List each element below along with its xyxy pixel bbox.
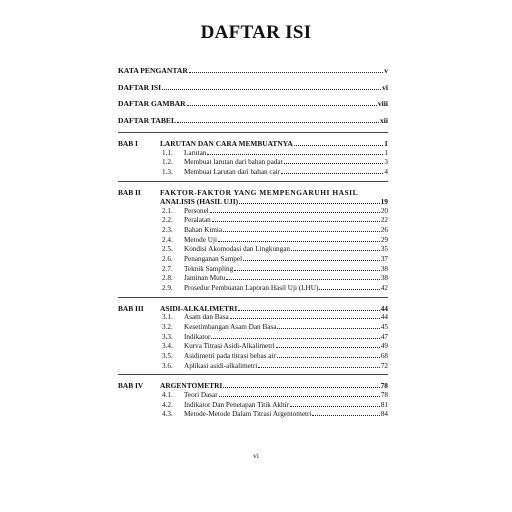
chapter-title[interactable] xyxy=(160,304,388,314)
section-page: 81 xyxy=(380,400,388,409)
section-label: Peralatan xyxy=(184,216,211,225)
section-entry[interactable] xyxy=(160,168,388,178)
toc-entry[interactable] xyxy=(118,83,388,93)
section-label: Membuat Larutan dari bahan cair xyxy=(184,167,281,176)
section-entry[interactable] xyxy=(160,274,388,284)
chapter-entry xyxy=(118,188,388,294)
section-page: 68 xyxy=(380,352,388,360)
section-label: Larutan xyxy=(184,148,207,157)
dot-leader xyxy=(187,105,377,106)
dot-leader xyxy=(226,279,379,280)
section-label: Kurva Titrasi Asidi-Alkalimetri xyxy=(184,342,275,351)
section-number: 3.6. xyxy=(162,361,173,370)
section-page: 1 xyxy=(384,148,388,157)
section-label: Personel xyxy=(184,206,209,215)
toc-entry[interactable] xyxy=(118,116,388,126)
section-page: 47 xyxy=(380,332,388,341)
section-number: 3.4. xyxy=(162,342,173,351)
dot-leader xyxy=(207,154,383,155)
section-page: 26 xyxy=(380,225,388,234)
section-page: 84 xyxy=(380,410,388,419)
section-number: 1.2. xyxy=(162,158,173,167)
chapter-title[interactable] xyxy=(160,139,388,149)
section-number: 2.6. xyxy=(162,255,173,263)
section-page: 20 xyxy=(380,206,388,215)
section-label: Teknik Sampling xyxy=(184,264,234,273)
dot-leader xyxy=(243,260,380,261)
dot-leader xyxy=(312,415,379,416)
dot-leader xyxy=(219,396,380,397)
section-entry[interactable] xyxy=(160,216,388,226)
section-page: 37 xyxy=(380,255,388,263)
dot-leader xyxy=(238,310,379,311)
section-number: 2.8. xyxy=(162,274,173,283)
toc-entry-label: DAFTAR GAMBAR xyxy=(118,99,186,108)
section-label: Penanganan Sampel xyxy=(184,255,243,263)
page-title: DAFTAR ISI xyxy=(200,22,312,43)
chapter-page: 1 xyxy=(384,139,388,148)
section-page: 78 xyxy=(380,390,388,399)
dot-leader xyxy=(177,122,379,123)
dot-leader xyxy=(210,212,380,213)
dot-leader xyxy=(234,270,380,271)
divider xyxy=(118,374,388,375)
section-entry[interactable] xyxy=(160,323,388,333)
section-page: 45 xyxy=(380,322,388,331)
section-entry[interactable] xyxy=(160,342,388,352)
toc-entry-page: vi xyxy=(382,82,388,92)
toc-entry-page: xii xyxy=(379,115,388,125)
section-label: Indikator xyxy=(184,332,211,341)
chapter-title[interactable] xyxy=(160,381,388,391)
section-entry[interactable] xyxy=(160,401,388,411)
toc-entry-page: v xyxy=(384,66,388,75)
section-label: Teori Dasar xyxy=(184,390,218,399)
chapter-entry xyxy=(118,139,388,178)
section-label: Indikator Dan Penetapan Titik Akhir xyxy=(184,400,290,409)
section-entry[interactable] xyxy=(160,149,388,159)
section-number: 2.1. xyxy=(162,206,173,215)
section-page: 49 xyxy=(380,342,388,351)
section-number: 1.3. xyxy=(162,167,173,176)
dot-leader xyxy=(189,72,383,73)
section-label: Asidimetri pada titrasi bebas air xyxy=(184,352,276,360)
chapter-title-label: LARUTAN DAN CARA MEMBUATNYA xyxy=(160,139,293,148)
divider xyxy=(118,181,388,182)
section-label: Kesetimbangan Asam Dan Basa xyxy=(184,322,277,331)
chapter-list xyxy=(118,139,388,420)
section-number: 3.1. xyxy=(162,313,173,322)
section-label: Membuat larutan dari bahan padat xyxy=(184,158,283,167)
section-number: 2.2. xyxy=(162,216,173,225)
section-page: 4 xyxy=(384,167,388,176)
section-entry[interactable] xyxy=(160,362,388,372)
section-number: 4.3. xyxy=(162,410,173,419)
section-entry[interactable] xyxy=(160,236,388,246)
chapter-page: 19 xyxy=(380,197,388,207)
dot-leader xyxy=(284,163,384,164)
section-number: 3.3. xyxy=(162,332,173,341)
section-page: 22 xyxy=(380,216,388,225)
section-label: Asam dan Basa xyxy=(184,313,229,322)
section-label: Jaminan Mutu xyxy=(184,274,226,283)
section-entry[interactable] xyxy=(160,410,388,420)
dot-leader xyxy=(290,406,380,407)
chapter-title-label: ANALISIS (HASIL UJI) xyxy=(160,197,239,207)
section-page: 35 xyxy=(380,245,388,254)
section-entry[interactable] xyxy=(160,352,388,362)
chapter-entry xyxy=(118,304,388,372)
toc-entry[interactable] xyxy=(118,99,388,109)
section-page: 38 xyxy=(380,264,388,273)
toc-entry-label: DAFTAR TABEL xyxy=(118,115,177,125)
dot-leader xyxy=(291,250,380,251)
section-number: 4.1. xyxy=(162,390,173,399)
front-matter-list xyxy=(118,66,388,126)
dot-leader xyxy=(218,241,380,242)
dot-leader xyxy=(211,338,379,339)
section-number: 2.9. xyxy=(162,284,173,293)
section-label: Bahan Kimia xyxy=(184,225,223,234)
section-page: 29 xyxy=(380,235,388,244)
section-entry[interactable] xyxy=(160,265,388,275)
chapter-number: BAB IV xyxy=(118,381,144,391)
section-label: Prosedur Pembuatan Laporan Hasil Uji (LHU) xyxy=(184,284,319,293)
section-entry[interactable] xyxy=(160,226,388,236)
section-number: 3.2. xyxy=(162,322,173,331)
section-page: 72 xyxy=(380,361,388,370)
section-entry[interactable] xyxy=(160,313,388,323)
chapter-entry xyxy=(118,381,388,420)
chapter-title-label: ARGENTOMETRI xyxy=(160,381,223,391)
chapter-number: BAB II xyxy=(118,187,141,197)
section-label: Metode Uji xyxy=(184,235,217,244)
dot-leader xyxy=(276,347,380,348)
section-number: 2.4. xyxy=(162,235,173,244)
chapter-title[interactable] xyxy=(160,197,388,207)
section-page: 38 xyxy=(380,274,388,283)
chapter-number: BAB I xyxy=(118,139,138,148)
section-number: 2.3. xyxy=(162,225,173,234)
table-of-contents xyxy=(118,66,388,420)
dot-leader xyxy=(258,367,380,368)
section-number: 3.5. xyxy=(162,352,173,360)
section-number: 2.7. xyxy=(162,264,173,273)
chapter-body xyxy=(160,139,388,178)
chapter-body xyxy=(160,381,388,420)
dot-leader xyxy=(230,318,380,319)
chapter-title-label: ASIDI-ALKALIMETRI xyxy=(160,303,238,313)
chapter-body xyxy=(160,304,388,372)
dot-leader xyxy=(277,328,379,329)
section-number: 2.5. xyxy=(162,245,173,254)
dot-leader xyxy=(281,173,383,174)
chapter-number: BAB III xyxy=(118,303,144,313)
dot-leader xyxy=(319,289,379,290)
dot-leader xyxy=(294,145,384,146)
section-entry[interactable] xyxy=(160,333,388,343)
toc-entry-label: DAFTAR ISI xyxy=(118,82,162,92)
section-number: 1.1. xyxy=(162,148,173,157)
section-label: Aplikasi asidi-alkalimetri xyxy=(184,361,258,370)
chapter-page: 44 xyxy=(380,303,388,313)
toc-entry[interactable] xyxy=(118,66,388,76)
section-entry[interactable] xyxy=(160,158,388,168)
section-entry[interactable] xyxy=(160,391,388,401)
dot-leader xyxy=(162,89,381,90)
section-label: Kondisi Akomodasi dan Lingkungan xyxy=(184,245,291,254)
section-label: Metode-Metode Dalam Titrasi Argentometri xyxy=(184,410,312,419)
section-page: 44 xyxy=(380,313,388,322)
dot-leader xyxy=(223,387,379,388)
chapter-body xyxy=(160,188,388,294)
divider xyxy=(118,297,388,298)
section-entry[interactable] xyxy=(160,207,388,217)
section-page: 3 xyxy=(384,158,388,167)
section-page: 42 xyxy=(380,284,388,293)
dot-leader xyxy=(277,357,380,358)
page-number-footer: vi xyxy=(253,451,259,460)
section-entry[interactable] xyxy=(160,245,388,255)
chapter-title-line: FAKTOR-FAKTOR YANG MEMPENGARUHI HASIL xyxy=(160,187,359,197)
toc-entry-label: KATA PENGANTAR xyxy=(118,66,188,75)
section-number: 4.2. xyxy=(162,400,173,409)
divider xyxy=(118,132,388,133)
dot-leader xyxy=(239,203,380,204)
section-entry[interactable] xyxy=(160,255,388,265)
dot-leader xyxy=(212,221,380,222)
toc-entry-page: viii xyxy=(377,99,388,108)
dot-leader xyxy=(223,231,380,232)
section-entry[interactable] xyxy=(160,284,388,294)
chapter-page: 78 xyxy=(380,381,388,391)
